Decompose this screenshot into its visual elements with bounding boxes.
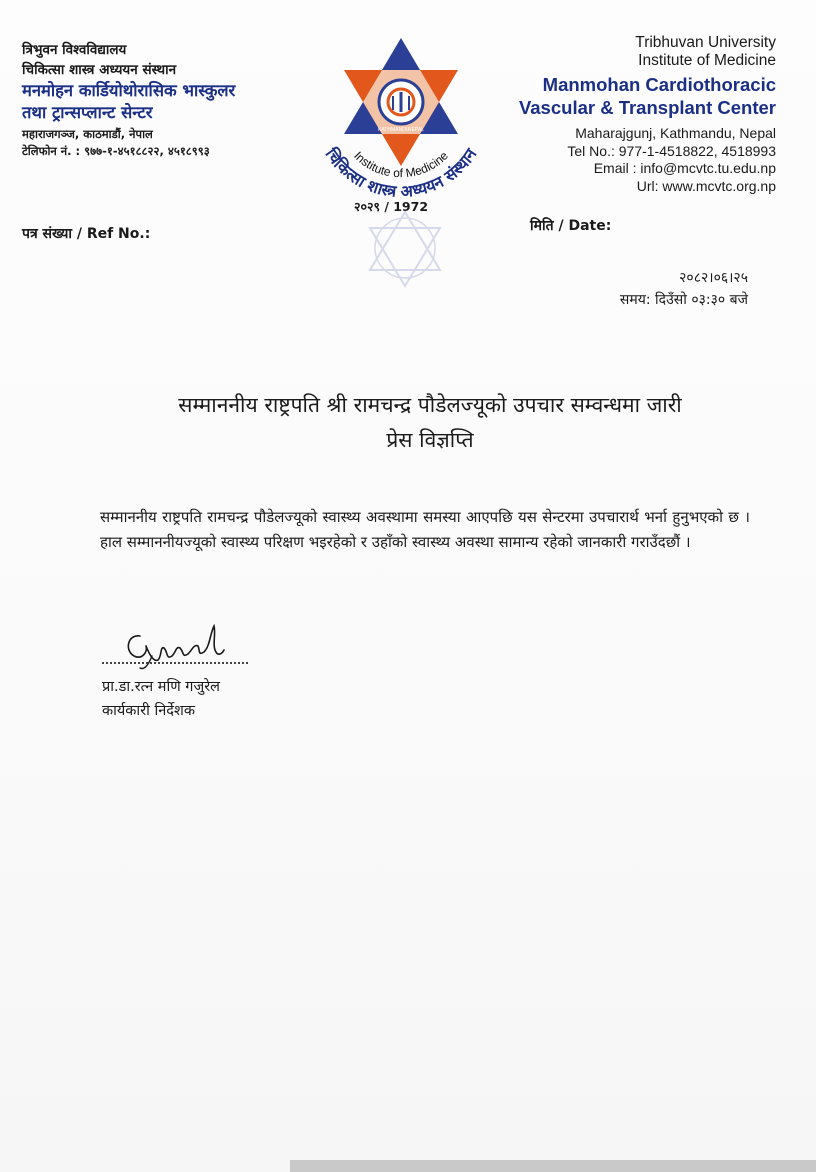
center-name-np-line2: तथा ट्रान्सप्लान्ट सेन्टर — [22, 103, 153, 122]
issue-time: समय: दिउँसो ०३:३० बजे — [619, 292, 748, 308]
letterhead-nepali — [22, 40, 322, 160]
phone-np: टेलिफोन नं. : ९७७-१-४५१८८२२, ४५१८९९३ — [22, 144, 210, 158]
logo-arc-text-np: चिकित्सा शास्त्र अध्ययन संस्थान — [321, 144, 481, 201]
logo-inner-left-text: KATHMANDU — [378, 127, 410, 133]
press-release-subtitle: प्रेस विज्ञप्ति — [386, 428, 474, 452]
signer-title: कार्यकारी निर्देशक — [102, 703, 195, 719]
press-release-title: सम्माननीय राष्ट्रपति श्री रामचन्द्र पौडेलज्यूको उपचार सम्वन्धमा जारी — [178, 393, 682, 417]
address-en: Maharajgunj, Kathmandu, Nepal — [575, 125, 776, 141]
address-np: महाराजगञ्ज, काठमाडौं, नेपाल — [22, 127, 153, 141]
logo-inner-right-text: NEPAL — [408, 127, 425, 133]
signer-name: प्रा.डा.रत्न मणि गजुरेल — [102, 679, 220, 695]
date-label: मिति / Date: — [530, 218, 612, 234]
center-name-en-line2: Vascular & Transplant Center — [518, 97, 776, 118]
issue-date: २०८२।०६।२५ — [679, 270, 748, 286]
university-name-en: Tribhuvan University — [635, 34, 776, 51]
signature-line — [102, 662, 248, 664]
letterhead-english — [476, 34, 776, 195]
institute-name-en: Institute of Medicine — [638, 52, 776, 69]
scan-edge — [290, 1160, 816, 1172]
url-en: Url: www.mcvtc.org.np — [636, 177, 776, 194]
institute-name-np: चिकित्सा शास्त्र अध्ययन संस्थान — [22, 62, 177, 78]
logo-year: २०२९ / 1972 — [353, 199, 429, 214]
email-en: Email : info@mcvtc.tu.edu.np — [593, 160, 776, 176]
logo-arc-text-en: Institute of Medicine — [351, 148, 451, 181]
ref-no-label: पत्र संख्या / Ref No.: — [22, 226, 151, 242]
faded-stamp — [330, 208, 480, 288]
center-name-en-line1: Manmohan Cardiothoracic — [542, 74, 776, 95]
center-name-np-line1: मनमोहन कार्डियोथोरासिक भास्कुलर — [22, 81, 236, 100]
phone-en: Tel No.: 977-1-4518822, 4518993 — [567, 142, 776, 159]
university-name-np: त्रिभुवन विश्वविद्यालय — [22, 42, 127, 58]
press-release-body: सम्माननीय राष्ट्रपति रामचन्द्र पौडेलज्यूको स्वास्थ्य अवस्थामा समस्या आएपछि यस सेन्टरमा उपचारार्थ भर्ना हुनुभएको छ । हाल सम्माननीयज्यूको स्वास्थ्य परिक्षण भइरहेको र उहाँको स्वास्थ्य अवस्था सामान्य रहेको जानकारी गराउँदछौं । — [100, 508, 750, 551]
